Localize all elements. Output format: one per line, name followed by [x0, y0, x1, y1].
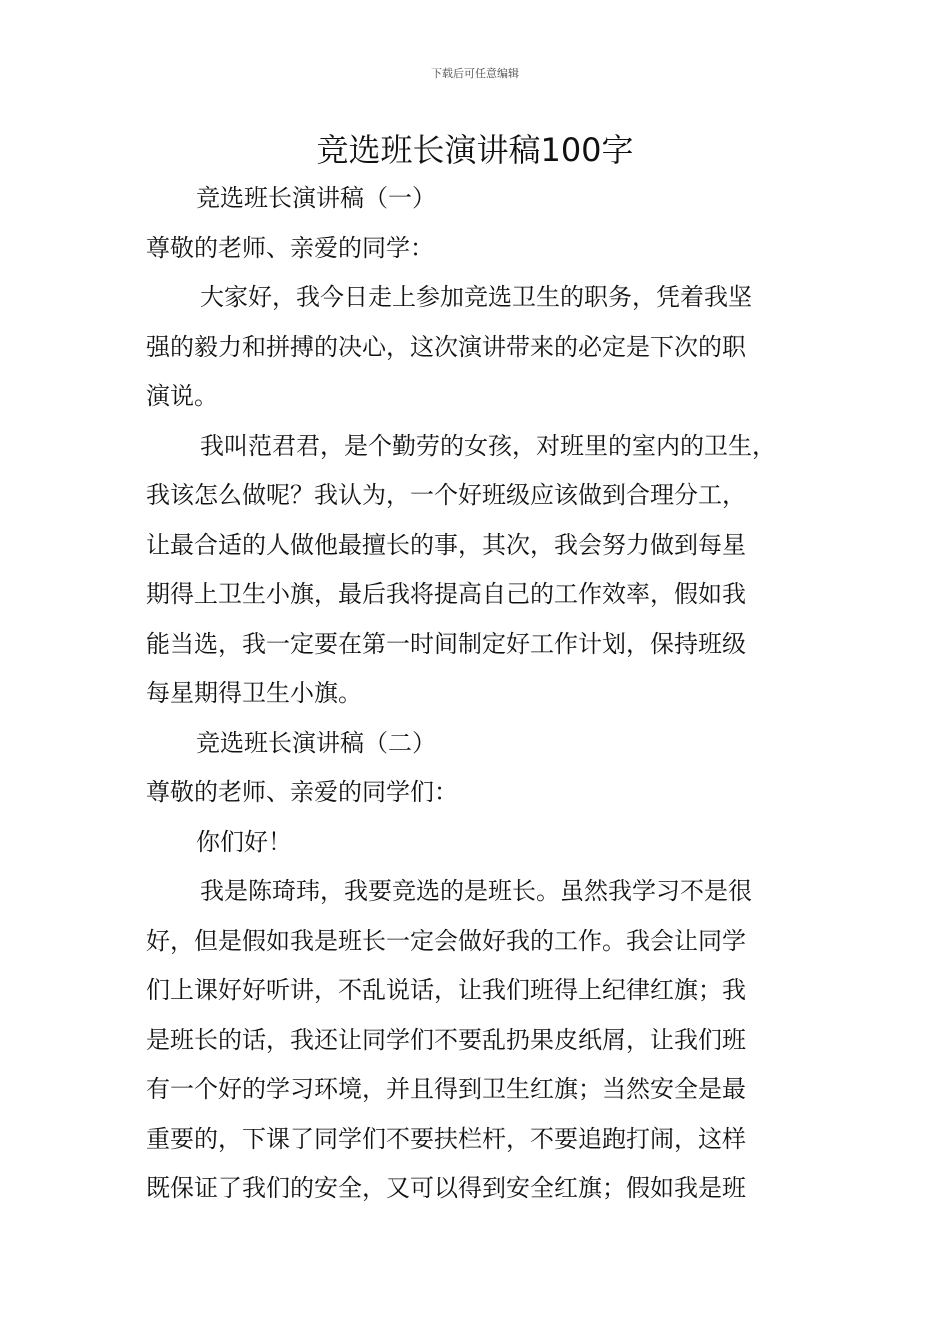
- document-body: [146, 174, 836, 1214]
- section-heading-2: 竞选班长演讲稿（二）: [196, 728, 436, 757]
- paragraph-line: 能当选，我一定要在第一时间制定好工作计划，保持班级: [146, 629, 746, 658]
- paragraph-line: 让最合适的人做他最擅长的事，其次，我会努力做到每星: [146, 530, 746, 559]
- salutation-2: 尊敬的老师、亲爱的同学们：: [146, 778, 458, 806]
- paragraph-line: 既保证了我们的安全，又可以得到安全红旗；假如我是班: [146, 1174, 746, 1202]
- paragraph-line: 好，但是假如我是班长一定会做好我的工作。我会让同学: [146, 926, 746, 955]
- paragraph-line: 大家好，我今日走上参加竞选卫生的职务，凭着我坚: [200, 283, 752, 311]
- paragraph-line: 演说。: [146, 382, 218, 410]
- section-heading-1: 竞选班长演讲稿（一）: [196, 184, 436, 212]
- paragraph-line: 强的毅力和拼搏的决心，这次演讲带来的必定是下次的职: [146, 332, 746, 361]
- document-title: 竞选班长演讲稿100字: [316, 131, 634, 169]
- paragraph-line: 们上课好好听讲，不乱说话，让我们班得上纪律红旗；我: [146, 976, 746, 1004]
- paragraph-line: 有一个好的学习环境，并且得到卫生红旗；当然安全是最: [146, 1075, 746, 1103]
- paragraph-line: 每星期得卫生小旗。: [146, 679, 362, 707]
- paragraph-line: 重要的，下课了同学们不要扶栏杆，不要追跑打闹，这样: [146, 1124, 746, 1153]
- paragraph-line: 我叫范君君，是个勤劳的女孩，对班里的室内的卫生，: [200, 431, 776, 460]
- page-header-note: 下载后可任意编辑: [431, 67, 519, 80]
- paragraph-line: 我该怎么做呢？我认为，一个好班级应该做到合理分工，: [146, 481, 746, 509]
- paragraph-line: 期得上卫生小旗，最后我将提高自己的工作效率，假如我: [146, 580, 746, 608]
- paragraph-line: 我是陈琦玮，我要竞选的是班长。虽然我学习不是很: [200, 877, 752, 905]
- greeting: 你们好！: [196, 827, 292, 856]
- salutation-1: 尊敬的老师、亲爱的同学：: [146, 233, 434, 262]
- paragraph-line: 是班长的话，我还让同学们不要乱扔果皮纸屑，让我们班: [146, 1025, 746, 1054]
